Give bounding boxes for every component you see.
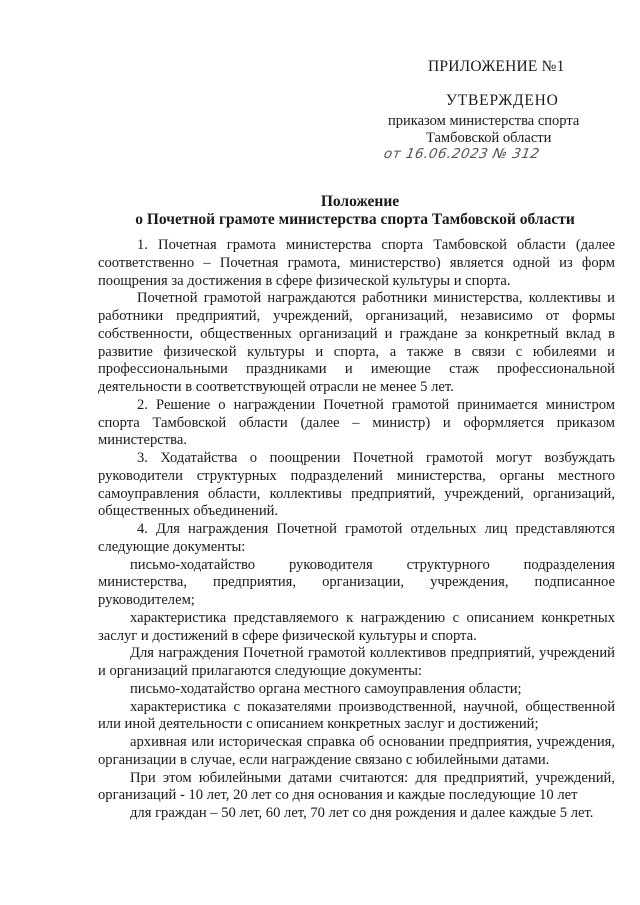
paragraph-12: При этом юбилейными датами считаются: для предприятий, учреждений, организаций - 10 лет, 20 лет со дня основания и каждые последующие 10 лет	[98, 769, 615, 804]
approved-by-order: приказом министерства спорта	[388, 113, 580, 129]
paragraph-6: письмо-ходатайство руководителя структурного подразделения министерства, предприятия, организации, учреждения, подписанное руководителем;	[98, 556, 615, 608]
paragraph-5: 4. Для награждения Почетной грамотой отдельных лиц представляются следующие документы:	[98, 521, 615, 555]
document-body	[98, 237, 615, 823]
approved-label: УТВЕРЖДЕНО	[446, 92, 559, 109]
paragraph-2: Почетной грамотой награждаются работники министерства, коллективы и работники предприятий, учреждений, организаций, независимо от формы собственности, общественных организаций и граждане за конкретный вклад в развитие физической культуры и спорта, а также в связи с юбилеями и профессиональными праздниками и имеющие стаж профессиональной деятельности в соответствующей отрасли не менее 5 лет.	[98, 290, 615, 395]
paragraph-10: характеристика с показателями производственной, научной, общественной или иной деятельности с описанием конкретных заслуг и достижений;	[98, 698, 615, 733]
paragraph-1: 1. Почетная грамота министерства спорта Тамбовской области (далее соответственно – Почетная грамота, министерство) является одной из форм поощрения за достижения в сфере физической культуры и спорта.	[98, 237, 615, 289]
document-title: Положение	[320, 193, 400, 210]
paragraph-13: для граждан – 50 лет, 60 лет, 70 лет со дня рождения и далее каждые 5 лет.	[130, 805, 594, 821]
document-subtitle: о Почетной грамоте министерства спорта Тамбовской области	[135, 211, 575, 228]
appendix-label: ПРИЛОЖЕНИЕ №1	[428, 58, 565, 75]
paragraph-3: 2. Решение о награждении Почетной грамотой принимается министром спорта Тамбовской области (далее – министр) и оформляется приказом министерства.	[98, 396, 615, 449]
paragraph-4: 3. Ходатайства о поощрении Почетной грамотой могут возбуждать руководители структурных подразделений министерства, органы местного самоуправления области, коллективы предприятий, учреждений, организаций, общественных объединений.	[98, 450, 615, 520]
approved-by-region: Тамбовской области	[426, 130, 552, 146]
paragraph-11: архивная или историческая справка об основании предприятия, учреждения, организации в случае, если награждение связано с юбилейными датами.	[98, 734, 615, 768]
paragraph-8: Для награждения Почетной грамотой коллективов предприятий, учреждений и организаций прилагаются следующие документы:	[98, 645, 615, 679]
paragraph-9: письмо-ходатайство органа местного самоуправления области;	[130, 680, 522, 697]
handwritten-date-number: от 16.06.2023 № 312	[382, 146, 542, 162]
paragraph-7: характеристика представляемого к награждению с описанием конкретных заслуг и достижений в сфере физической культуры и спорта.	[98, 609, 615, 644]
